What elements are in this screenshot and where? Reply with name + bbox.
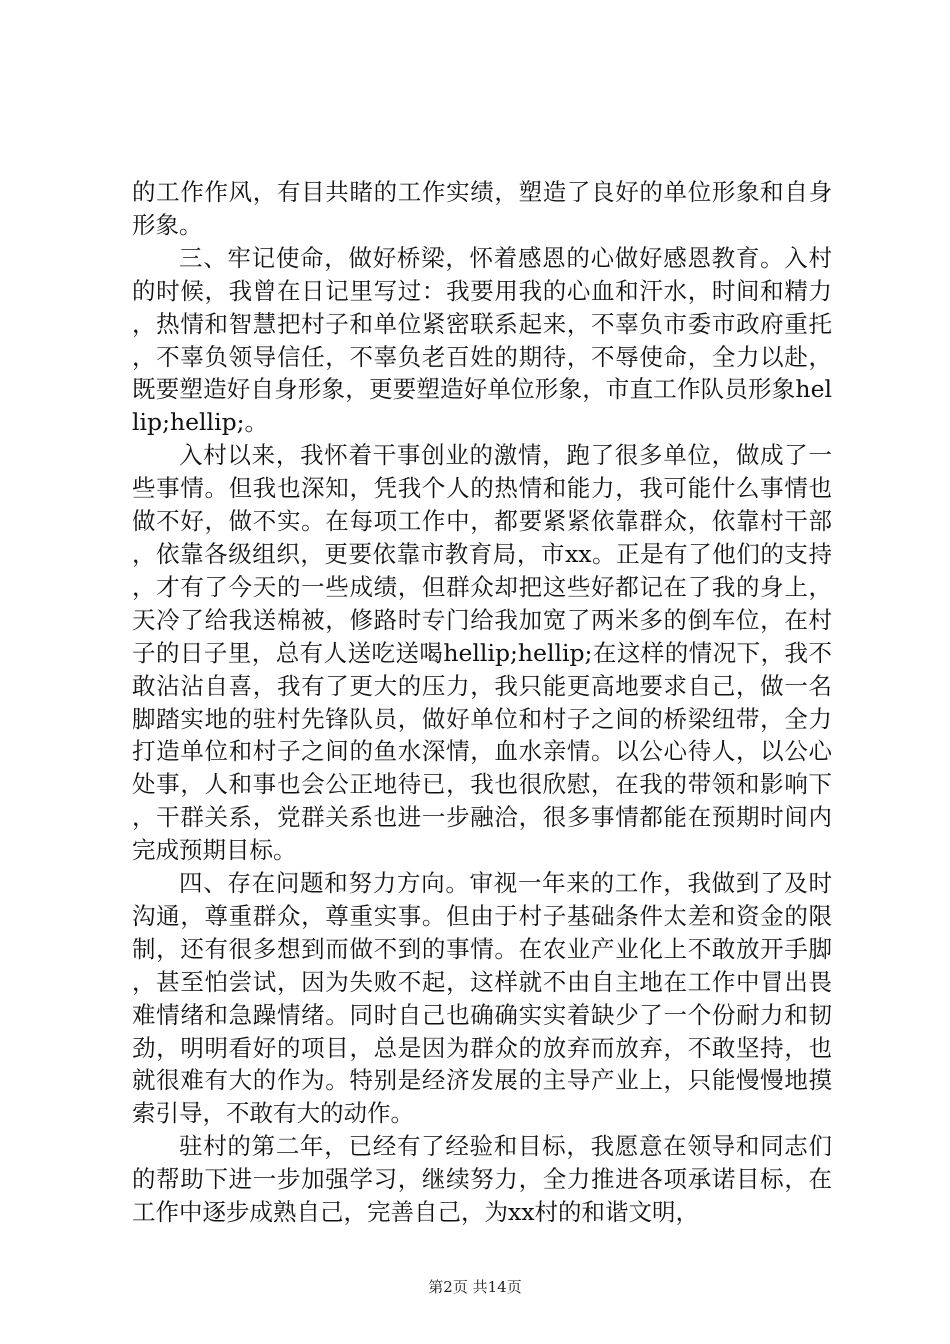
paragraph-second-year: 驻村的第二年，已经有了经验和目标，我愿意在领导和同志们的帮助下进一步加强学习，继续努力，全力推进各项承诺目标，在工作中逐步成熟自己，完善自己，为xx村的和谐文明， [132,1132,832,1227]
paragraph-since-entering-village: 入村以来，我怀着干事创业的激情，跑了很多单位，做成了一些事情。但我也深知，凭我个人的热情和能力，我可能什么事情也做不好，做不实。在每项工作中，都要紧紧依靠群众，依靠村干部，依靠各级组织，更要依靠市教育局，市xx。正是有了他们的支持，才有了今天的一些成绩，但群众却把这些好都记在了我的身上，天冷了给我送棉被，修路时专门给我加宽了两米多的倒车位，在村子的日子里，总有人送吃送喝hellip;hellip;在这样的情况下，我不敢沾沾自喜，我有了更大的压力，我只能更高地要求自己，做一名脚踏实地的驻村先锋队员，做好单位和村子之间的桥梁纽带，全力打造单位和村子之间的鱼水深情，血水亲情。以公心待人，以公心处事，人和事也会公正地待已，我也很欣慰，在我的带领和影响下，干群关系，党群关系也进一步融洽，很多事情都能在预期时间内完成预期目标。 [132,441,832,865]
page-number-footer: 第2页 共14页 [428,1278,522,1296]
paragraph-section-four: 四、存在问题和努力方向。审视一年来的工作，我做到了及时沟通，尊重群众，尊重实事。但由于村子基础条件太差和资金的限制，还有很多想到而做不到的事情。在农业产业化上不敢放开手脚，甚至怕尝试，因为失败不起，这样就不由自主地在工作中冒出畏难情绪和急躁情绪。同时自己也确确实实着缺少了一个份耐力和韧劲，明明看好的项目，总是因为群众的放弃而放弃，不敢坚持，也就很难有大的作为。特别是经济发展的主导产业上，只能慢慢地摸索引导，不敢有大的动作。 [132,869,832,1128]
paragraph-continuation: 的工作作风，有目共睹的工作实绩，塑造了良好的单位形象和自身形象。 [132,178,832,239]
document-body [132,176,832,1229]
paragraph-section-three: 三、牢记使命，做好桥梁，怀着感恩的心做好感恩教育。入村的时候，我曾在日记里写过：我要用我的心血和汗水，时间和精力，热情和智慧把村子和单位紧密联系起来，不辜负市委市政府重托，不辜负领导信任，不辜负老百姓的期待，不辱使命，全力以赴，既要塑造好自身形象，更要塑造好单位形象，市直工作队员形象hellip;hellip;。 [132,243,832,437]
